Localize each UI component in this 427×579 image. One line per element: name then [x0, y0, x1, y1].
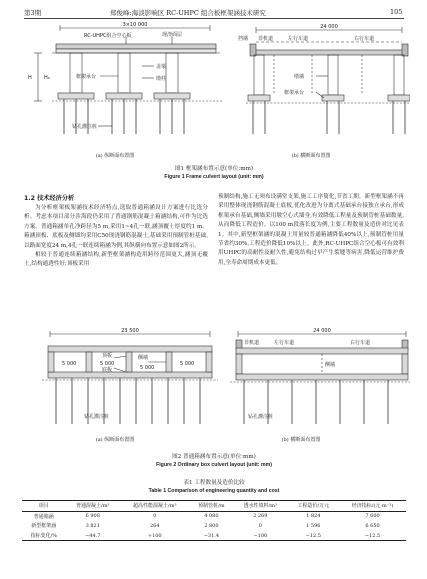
table-cell: 0	[153, 513, 157, 520]
fig1b-frame-support-label: 框架承台	[284, 90, 305, 96]
paragraph: 相较于普通连续箱涵结构,新型框架涵构造用跨径范围更大,涵顶无覆土,结构通透性好;顶板采用	[24, 252, 208, 268]
fig2b-right-lane-label: 右行车道	[350, 340, 371, 346]
fig2a-total-dim: 23 500	[121, 328, 139, 334]
table-cell: 1 596	[306, 522, 321, 529]
table-cell: +100	[120, 531, 190, 541]
column-header: 普通混凝土/m³	[66, 501, 120, 512]
fig1b-left-lane-label: 左行车道	[288, 36, 309, 42]
fig1a-pier-label: 墩柱	[156, 76, 167, 82]
table-row	[22, 531, 406, 541]
column-header: 项目	[22, 501, 66, 512]
running-title: 郑俊峰:海淡影响区 RC-UHPC 组合板框架涵技术研究	[110, 9, 266, 17]
table1	[22, 500, 406, 541]
fig2b-left-lane-label: 左行车道	[274, 340, 295, 346]
fig1a-cap-beam-label: 盖梁	[156, 64, 167, 70]
fig1a-pile-label: 钻孔灌注桩	[72, 124, 98, 130]
fig2b-subcaption: (b) 横断面布置图	[281, 437, 321, 443]
fig1a-subcaption: (a) 纵断面布置图	[95, 153, 135, 159]
right-text-column	[218, 193, 404, 268]
fig1b-total-dim: 24 000	[320, 24, 338, 30]
figure1-drawing	[22, 22, 410, 160]
fig1a-pavement-label: 现浇面层	[162, 32, 183, 38]
column-header: 工程造价/万元	[288, 501, 340, 512]
fig2b-sidewalk-label: 非机道	[244, 340, 260, 346]
table-cell: 0	[258, 522, 262, 529]
section-heading: 1.2 技术经济分析	[24, 195, 75, 202]
column-header: 透水性填料/m³	[233, 501, 287, 512]
table1-caption-en: Table 1 Comparison of engineering quantity and cost	[148, 488, 280, 494]
fig2a-span: 5 000	[100, 361, 115, 367]
table-cell: 2 800	[204, 522, 219, 529]
table-cell: 264	[149, 522, 160, 529]
fig1b-subcaption: (b) 横断面布置图	[291, 153, 331, 159]
fig1a-slab-label: RC-UHPC组合空心板	[84, 33, 132, 39]
table-cell: −31.4	[190, 531, 234, 541]
page-number: 105	[390, 8, 403, 16]
table-header-row	[22, 501, 406, 512]
fig2a-subcaption: (a) 纵断面布置图	[95, 437, 135, 443]
fig2a-top-slab-label: 顶板	[102, 353, 113, 359]
fig2a-span: 5 000	[180, 361, 195, 367]
figure1-caption-en: Figure 1 Frame culvert layout (unit: mm)	[164, 174, 264, 180]
fig2a-bottom-slab-label: 底板	[102, 367, 113, 373]
table-cell: 4 080	[204, 513, 219, 520]
column-header: 超高性能混凝土/m³	[120, 501, 190, 512]
paragraph: 为分析框架板架涵技术经济特点,选取普通箱涵设计方案进行比选分析。考虑本项目部分涉海段仍采用了普通钢筋混凝土箱涵结构,可作为比选方案。普通箱涵单孔净跨径为5 m,采用1~4孔一联,涵顶覆土厚度约1 m。箱涵顶板、底板及侧墙均采用C50现浇钢筋混凝土,基础采用预制管桩基础,以路面宽度24 m,4孔一联连续箱涵为例,其纵横向布置示意如图2所示。	[24, 205, 208, 249]
fig1a-h0-label: H₀	[44, 75, 50, 81]
table1-caption: 表1 工程数量及造价比较	[183, 480, 245, 486]
table-cell: 1 824	[306, 513, 321, 520]
figure2-caption: 图2 普通箱涵布置示意(单位:mm)	[172, 454, 256, 460]
figure2-caption-en: Figure 2 Ordinary box culvert layout (unit: mm)	[156, 462, 272, 468]
table-cell: 新型框架涵	[31, 523, 57, 530]
table-cell: −100	[233, 531, 287, 541]
table-cell: −12.5	[339, 531, 406, 541]
header-rule	[24, 18, 404, 19]
table-row	[22, 511, 406, 521]
issue-number: 第3期	[24, 9, 42, 17]
table-cell: 6 650	[365, 522, 380, 529]
figure2-drawing	[22, 328, 410, 446]
figure1-caption: 图1 框架涵布置示意(单位:mm)	[174, 166, 254, 172]
left-text-column	[24, 204, 208, 270]
fig2a-span: 5 000	[140, 365, 155, 371]
column-header: 经济指标/(元·m⁻²)	[339, 501, 406, 512]
table-cell: 指标变化/%	[22, 531, 66, 541]
table-cell: 普通箱涵	[33, 513, 54, 520]
fig2a-span: 5 000	[62, 361, 77, 367]
table-cell: 6 908	[85, 513, 100, 520]
fig2a-side-wall-label: 侧墙	[138, 355, 149, 361]
table-cell: −12.5	[288, 531, 340, 541]
fig1a-frame-support-label: 框架承台	[76, 74, 97, 80]
paragraph: 预制结构,施工无须布设满堂支架,施工工序简化,节省工期。新型框架涵不再采用整体现浇钢筋混凝土底板,优化改进为分离式基础承台接独立承台,形成框架承台基础,侧墙采用墩空心式墙身,有效降低工程量及预制管桩基础数量,从而降低工程造价。以100 m段落长度为例,主要工程数量及造价对比见表1。其中,新型框架涵的混凝土用量较普通箱涵降低40%以上,预制管桩用量节省约30%,工程造价降低10%以上。此外,RC-UHPC组合空心板可有效利用UHPC的高耐性及耐久性,避免结构过早产生裂缝等病害,降低运营维护费用,全寿命周期成本更低。	[218, 194, 404, 266]
table-cell: 7 600	[365, 513, 380, 520]
fig2b-total-dim: 24 000	[313, 328, 331, 334]
table-row	[22, 521, 406, 531]
fig1a-total-dim: 3×10 000	[122, 22, 148, 28]
table-cell: −44.7	[66, 531, 120, 541]
table-cell: 3 821	[85, 522, 100, 529]
fig2a-pile-label: 钻孔灌注桩	[84, 414, 110, 420]
fig1b-right-lane-label: 右行车道	[354, 36, 375, 42]
fig2b-pile-label: 钻孔灌注桩	[248, 414, 274, 420]
table-cell: 2 269	[253, 513, 268, 520]
fig2b-wall-label: 侧墙	[325, 362, 336, 368]
fig1b-pier-label: 墩墙	[294, 74, 305, 80]
fig1b-sidewalk-label: 非机道	[258, 36, 274, 42]
fig1b-guard-label: 挡墙	[238, 36, 249, 42]
column-header: 预制管桩/m	[190, 501, 234, 512]
fig1a-h-label: H	[28, 75, 32, 81]
